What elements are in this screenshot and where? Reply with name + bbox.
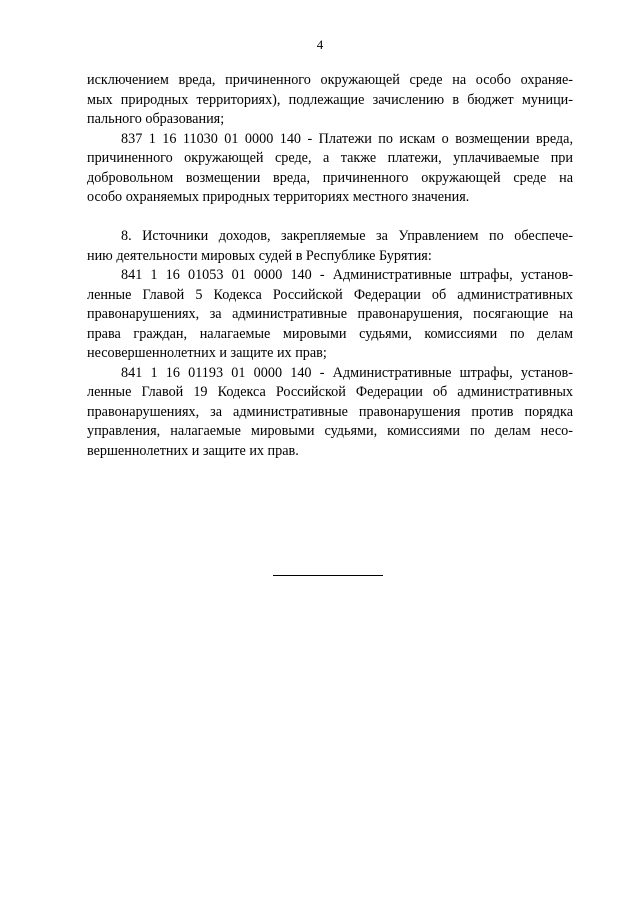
paragraph-continuation [87, 71, 573, 130]
text-line: права граждан, налагаемые мировыми судьями, комиссиями по делам [87, 325, 573, 342]
text-line: вершеннолетних и защите их прав. [87, 442, 299, 459]
text-line: добровольном возмещении вреда, причиненного окружающей среде на [87, 169, 573, 186]
text-line: нию деятельности мировых судей в Республике Бурятия: [87, 247, 432, 264]
paragraph-section-8 [87, 227, 573, 266]
document-body [87, 71, 573, 461]
text-line: 841 1 16 01193 01 0000 140 - Административные штрафы, установ- [121, 364, 573, 381]
page-number: 4 [316, 37, 324, 52]
text-line: мых природных территориях), подлежащие зачислению в бюджет муници- [87, 91, 573, 108]
text-line: правонарушениях, за административные правонарушения, посягающие на [87, 306, 573, 322]
paragraph-code-841-01053 [87, 266, 573, 364]
text-line: 8. Источники доходов, закрепляемые за Управлением по обеспече- [121, 228, 573, 244]
text-line: управления, налагаемые мировыми судьями, комиссиями по делам несо- [87, 423, 573, 439]
text-line: ленные Главой 19 Кодекса Российской Федерации об административных [87, 384, 573, 400]
text-line: пального образования; [87, 111, 225, 127]
paragraph-gap [87, 208, 573, 228]
text-line: ленные Главой 5 Кодекса Российской Федерации об административных [87, 286, 573, 303]
text-line: причиненного окружающей среде, а также платежи, уплачиваемые при [87, 150, 573, 166]
text-line: 837 1 16 11030 01 0000 140 - Платежи по искам о возмещении вреда, [121, 130, 573, 147]
text-line: правонарушениях, за административные правонарушения против порядка [87, 403, 573, 420]
paragraph-code-841-01193 [87, 364, 573, 462]
end-of-document-rule [273, 575, 383, 576]
text-line: исключением вреда, причиненного окружающей среде на особо охраняе- [87, 72, 573, 88]
paragraph-code-837 [87, 130, 573, 208]
text-line: 841 1 16 01053 01 0000 140 - Административные штрафы, установ- [121, 267, 573, 283]
text-line: особо охраняемых природных территориях местного значения. [87, 189, 470, 205]
text-line: несовершеннолетних и защите их прав; [87, 345, 327, 361]
